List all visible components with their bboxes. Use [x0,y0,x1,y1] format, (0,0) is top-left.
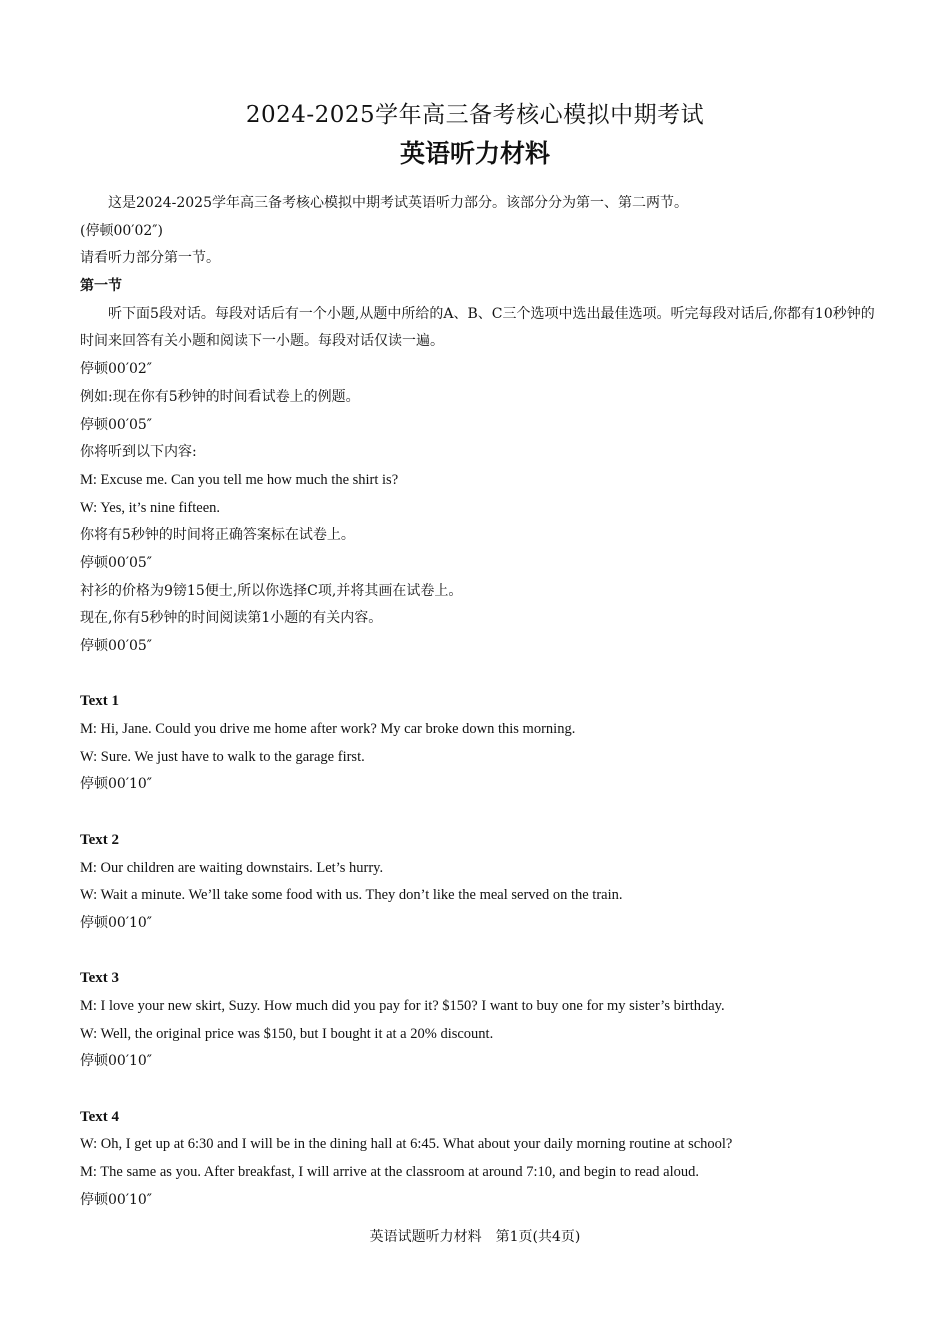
pause-note: 停顿00′10″ [80,914,153,931]
text-heading: Text 1 [80,693,120,710]
pause-note: 停顿00′05″ [80,554,153,571]
mark-answer-prompt: 你将有5秒钟的时间将正确答案标在试卷上。 [80,527,355,544]
dialogue-line: W: Well, the original price was $150, but I bought it at a 20% discount. [80,1025,494,1042]
pause-note: 停顿00′05″ [80,638,153,655]
example-dialogue-line: W: Yes, it’s nine fifteen. [80,499,221,516]
pause-note: 停顿00′10″ [80,1053,153,1070]
pause-note: (停顿00′02″) [80,222,163,239]
intro-paragraph: 这是2024-2025学年高三备考核心模拟中期考试英语听力部分。该部分分为第一、第二两节。 [108,195,688,211]
dialogue-line: W: Sure. We just have to walk to the garage first. [80,748,365,765]
document-title: 2024-2025学年高三备考核心模拟中期考试 [245,102,705,128]
read-prompt: 现在,你有5秒钟的时间阅读第1小题的有关内容。 [80,610,383,627]
pause-note: 停顿00′05″ [80,416,153,433]
document-subtitle: 英语听力材料 [399,139,550,168]
dialogue-line: M: The same as you. After breakfast, I will arrive at the classroom at around 7:10, and begin to read aloud. [80,1164,700,1181]
dialogue-line: W: Wait a minute. We’ll take some food with us. They don’t like the meal served on the train. [80,887,623,904]
pause-note: 停顿00′02″ [80,361,153,378]
section-heading: 第一节 [80,278,122,295]
answer-explanation: 衬衫的价格为9镑15便士,所以你选择C项,并将其画在试卷上。 [80,582,463,599]
dialogue-line: M: Hi, Jane. Could you drive me home after work? My car broke down this morning. [80,721,576,738]
document-body [80,190,875,1214]
text-heading: Text 4 [80,1108,120,1125]
dialogue-line: W: Oh, I get up at 6:30 and I will be in the dining hall at 6:45. What about your daily morning routine at school? [80,1136,733,1153]
dialogue-line: M: Our children are waiting downstairs. Let’s hurry. [80,859,384,876]
section-instructions: 听下面5段对话。每段对话后有一个小题,从题中所给的A、B、C三个选项中选出最佳选项。听完每段对话后,你都有10秒钟的时间来回答有关小题和阅读下一小题。每段对话仅读一遍。 [80,305,875,350]
dialogue-line: M: I love your new skirt, Suzy. How much did you pay for it? $150? I want to buy one for my sister’s birthday. [80,997,725,1014]
pause-note: 停顿00′10″ [80,776,153,793]
text-heading: Text 2 [80,831,120,848]
listen-prompt: 你将听到以下内容: [80,444,197,461]
text-heading: Text 3 [80,970,120,987]
page-footer: 英语试题听力材料 第1页(共4页) [369,1229,581,1245]
example-prompt: 例如:现在你有5秒钟的时间看试卷上的例题。 [80,388,360,405]
intro-instruction: 请看听力部分第一节。 [80,250,220,267]
pause-note: 停顿00′10″ [80,1191,153,1208]
example-dialogue-line: M: Excuse me. Can you tell me how much the shirt is? [80,471,399,488]
